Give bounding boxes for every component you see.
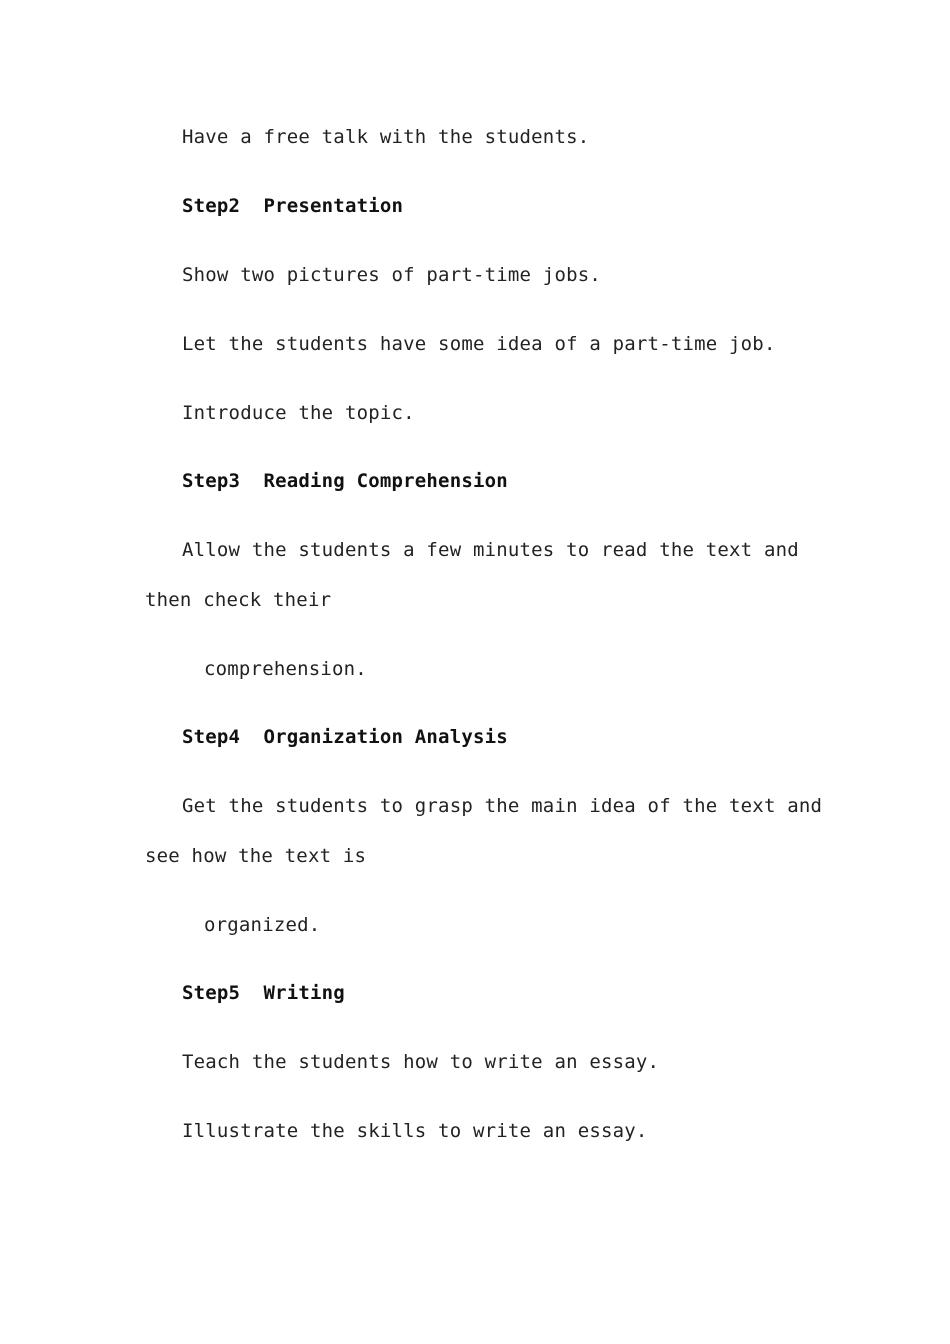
intro-paragraph: Have a free talk with the students. [182,126,590,148]
step3-line-3: comprehension. [204,658,367,680]
step4-line-3: organized. [204,914,321,936]
step2-heading: Step2 Presentation [182,195,404,217]
step3-line-1: Allow the students a few minutes to read the text and [182,539,799,561]
step2-line-3: Introduce the topic. [182,402,415,424]
step5-heading: Step5 Writing [182,982,345,1004]
step4-line-1: Get the students to grasp the main idea of the text and [182,795,823,817]
step4-heading: Step4 Organization Analysis [182,726,508,748]
step5-line-1: Teach the students how to write an essay. [182,1051,660,1073]
step3-heading: Step3 Reading Comprehension [182,470,508,492]
step2-line-2: Let the students have some idea of a part-time job. [182,333,776,355]
step2-line-1: Show two pictures of part-time jobs. [182,264,602,286]
step4-line-2: see how the text is [145,845,367,867]
step3-line-2: then check their [145,589,332,611]
step5-line-2: Illustrate the skills to write an essay. [182,1120,648,1142]
